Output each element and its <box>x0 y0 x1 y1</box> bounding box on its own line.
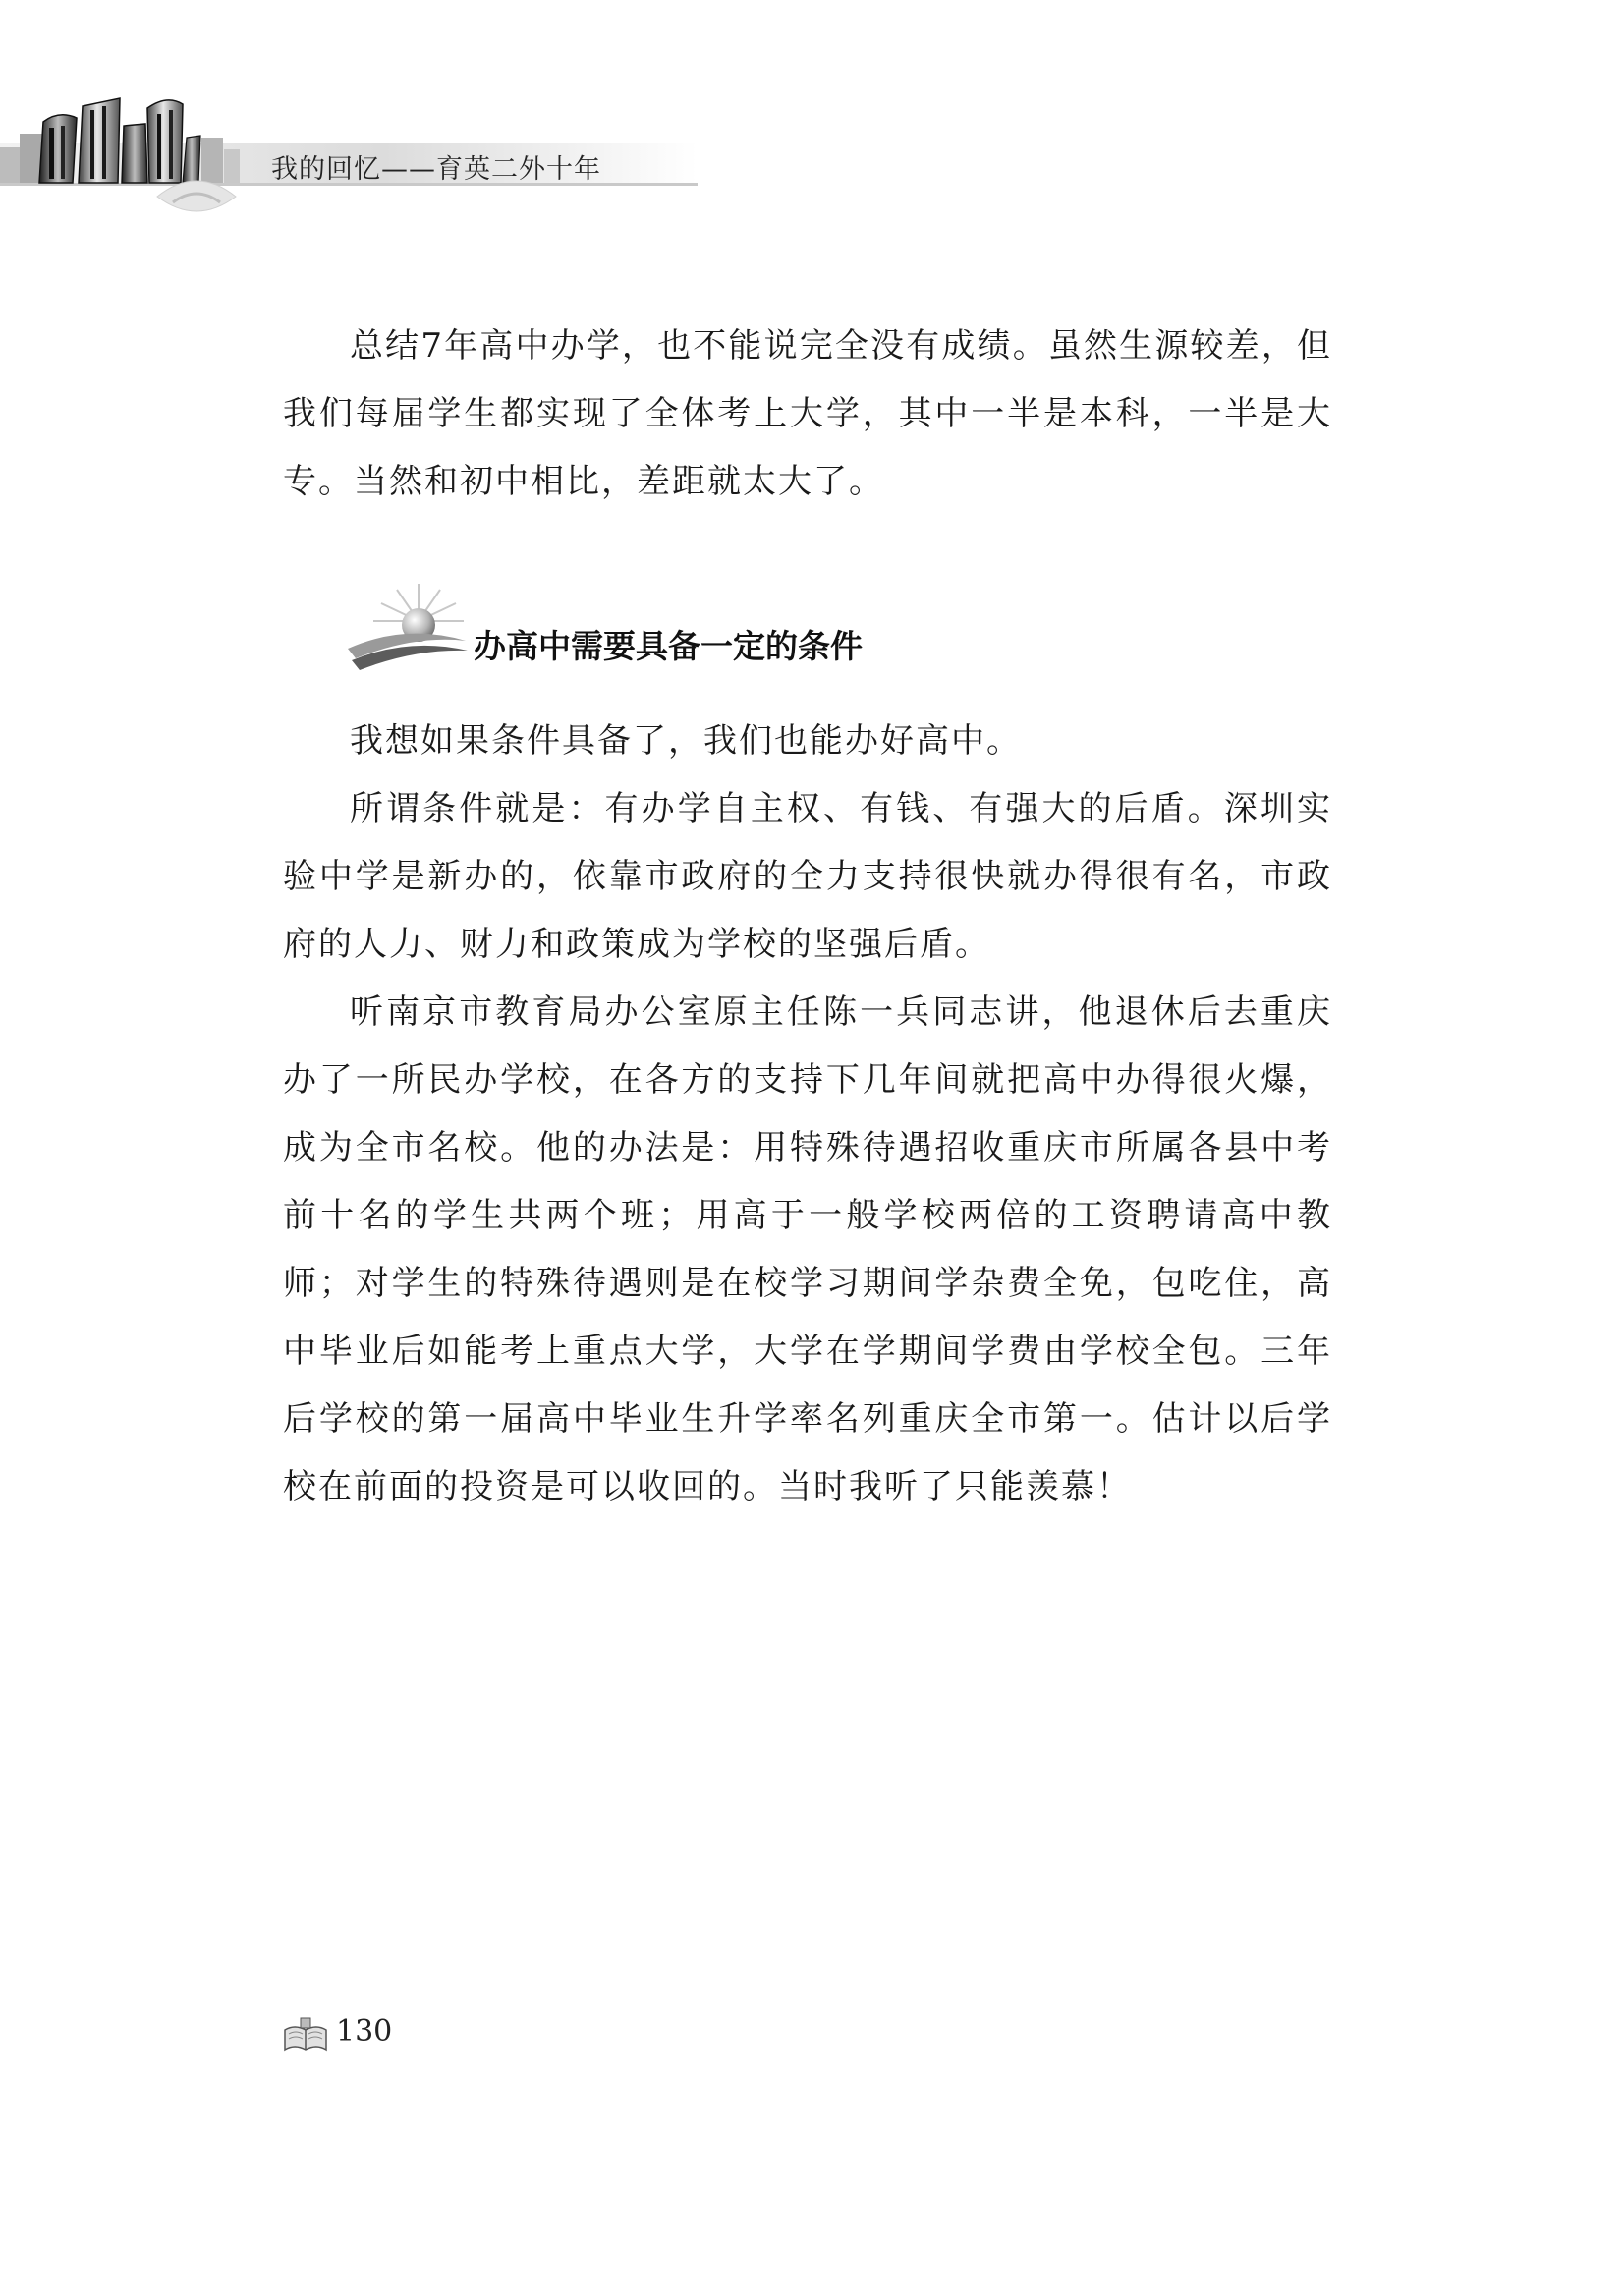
paragraph: 所谓条件就是：有办学自主权、有钱、有强大的后盾。深圳实验中学是新办的，依靠市政府的全力支持很快就办得很有名，市政府的人力、财力和政策成为学校的坚强后盾。 <box>283 789 1332 964</box>
page-header <box>0 0 1624 236</box>
paragraph: 总结7年高中办学，也不能说完全没有成绩。虽然生源较差，但我们每届学生都实现了全体考上大学，其中一半是本科，一半是大专。当然和初中相比，差距就太大了。 <box>283 326 1332 501</box>
paragraph: 听南京市教育局办公室原主任陈一兵同志讲，他退休后去重庆办了一所民办学校，在各方的支持下几年间就把高中办得很火爆，成为全市名校。他的办法是：用特殊待遇招收重庆市所属各县中考前十名的学生共两个班；用高于一般学校两倍的工资聘请高中教师；对学生的特殊待遇则是在校学习期间学杂费全免，包吃住，高中毕业后如能考上重点大学，大学在学期间学费由学校全包。三年后学校的第一届高中毕业生升学率名列重庆全市第一。估计以后学校在前面的投资是可以收回的。当时我听了只能羡慕！ <box>283 993 1332 1506</box>
section-heading <box>346 580 1034 678</box>
section-title: 办高中需要具备一定的条件 <box>474 627 863 665</box>
page-number: 130 <box>336 2015 393 2049</box>
body-text-top <box>283 312 1332 516</box>
open-book-icon <box>283 2016 328 2056</box>
city-skyline-icon <box>0 0 707 236</box>
running-title: 我的回忆——育英二外十年 <box>271 154 601 185</box>
rising-sun-icon <box>346 580 474 678</box>
paragraph: 我想如果条件具备了，我们也能办好高中。 <box>350 721 1022 761</box>
body-text-bottom <box>283 708 1332 1521</box>
